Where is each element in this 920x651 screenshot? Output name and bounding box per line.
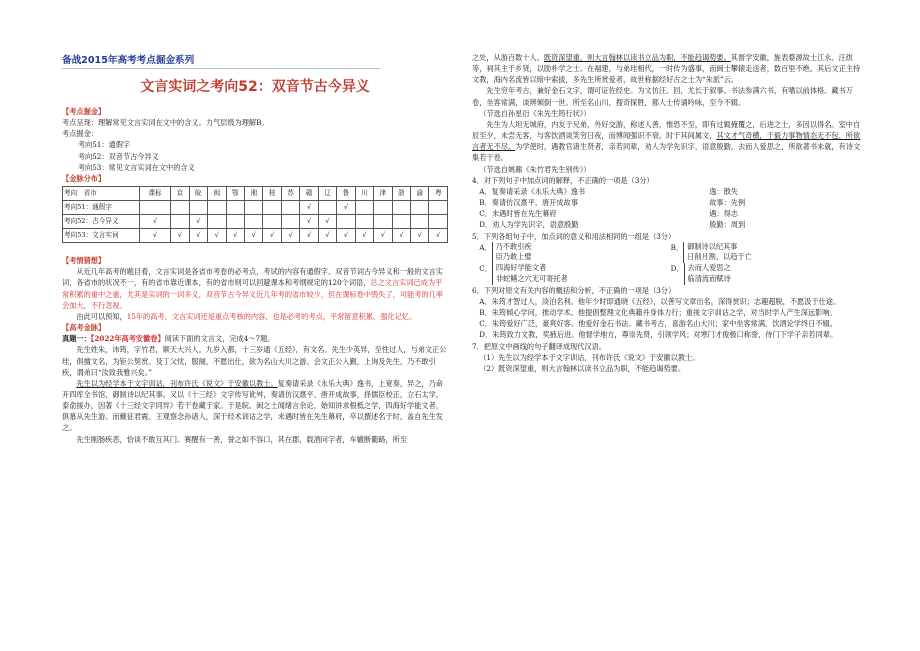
option-sentence: 臣乃敢上璧 bbox=[495, 252, 532, 262]
table-cell bbox=[337, 215, 355, 229]
table-cell bbox=[281, 215, 299, 229]
underlined-sentence-2: 既资深望重，则大言翰林以读书立品为职，不能趋谒势要。 bbox=[543, 53, 731, 62]
option-pair bbox=[479, 263, 670, 285]
question-6-options bbox=[472, 296, 862, 341]
kaoxiang-item-53: 考向53：常见文言实词在文中的含义 bbox=[77, 162, 195, 172]
table-cell: √ bbox=[318, 215, 336, 229]
table-cell: 京 bbox=[171, 187, 189, 201]
table-cell bbox=[355, 201, 373, 215]
table-cell: 赣 bbox=[300, 187, 318, 201]
underlined-sentence-3: 其文才气奇横，于毅力事物情态无不包，所欲言者无不尽。 bbox=[472, 131, 861, 152]
option-row bbox=[479, 197, 862, 208]
question-4-options bbox=[472, 186, 862, 231]
option-sentence: 去而人爱思之 bbox=[687, 263, 731, 273]
option-letter: B． bbox=[670, 242, 684, 252]
table-cell bbox=[244, 201, 262, 215]
table-cell: 闽 bbox=[208, 187, 226, 201]
distribution-table bbox=[62, 186, 448, 243]
option-gloss: 殷勤：周到 bbox=[709, 220, 746, 230]
table-cell: 桂 bbox=[263, 187, 281, 201]
table-cell: √ bbox=[392, 229, 410, 243]
table-cell: √ bbox=[263, 229, 281, 243]
option-letter: D． bbox=[670, 264, 684, 274]
kaoqing-text: 从近几年高考的题目看，文言实词是各省市考卷的必考点，考试的内容有通假字、双音节词古今异义和一般的文言实词，各省市的状况不一，有的省市靠近课本，有的省市则可以回避课本和考纲规定的120个词语， bbox=[62, 267, 443, 288]
table-cell: 苏 bbox=[281, 187, 299, 201]
passage-paragraph-5 bbox=[472, 119, 862, 164]
table-cell bbox=[392, 215, 410, 229]
table-row bbox=[63, 229, 448, 243]
option-pair bbox=[671, 242, 862, 264]
option-item: C．朱筠爱好广泛，豪爽好客。他爱好金石书法、藏书考古，喜游名山大川；家中坐客常满，饮酒论学终日不辍。 bbox=[479, 319, 837, 329]
table-cell bbox=[263, 215, 281, 229]
table-cell bbox=[244, 215, 262, 229]
option-sentences bbox=[683, 242, 752, 264]
exam-label: 真题一： bbox=[62, 334, 91, 344]
translation-item: （1）先生以为经学本于文字训诂，刊布许氏《说文》于安徽以教士。 bbox=[479, 352, 700, 362]
question-6: 6．下列对原文有关内容的概括和分析，不正确的一项是（3分） bbox=[472, 285, 676, 295]
kaoqing-text: 由此可以预知， bbox=[76, 311, 127, 321]
table-cell: √ bbox=[244, 229, 262, 243]
table-cell bbox=[411, 201, 429, 215]
table-cell: 考向 省市 bbox=[63, 187, 140, 201]
table-cell: √ bbox=[411, 229, 429, 243]
table-cell bbox=[429, 215, 448, 229]
passage-text: 为学使时，遇教官诸生贤者，亲若同辈，劝人为学先识字，语意殷勤，去而人爱思之，所欲著书未就，有诗文集若干卷。 bbox=[472, 142, 861, 163]
source-note-1: （节选自孙星衍《朱先生筠行状》） bbox=[479, 108, 591, 118]
option-row bbox=[479, 208, 862, 219]
option-sentence: 临清流而赋诗 bbox=[687, 274, 731, 284]
question-5-options bbox=[472, 242, 862, 285]
page-title: 文言实词之考向52：双音节古今异义 bbox=[140, 79, 370, 95]
table-cell bbox=[140, 201, 171, 215]
option-sentence: C．未遇时皆在先生幕府 bbox=[479, 209, 557, 219]
option-row bbox=[479, 219, 862, 230]
table-cell: √ bbox=[281, 229, 299, 243]
table-cell: √ bbox=[300, 229, 318, 243]
table-cell bbox=[208, 201, 226, 215]
table-cell: √ bbox=[171, 229, 189, 243]
kaoqing-highlight: 总之文言实词已成为平常积累的重中之重，尤其是实词的一词多义，双音节古今异义近几年考的省市较少，但在课标卷中毁失了，可能考的几率会加大，不行忽视。 bbox=[62, 278, 443, 310]
table-cell bbox=[374, 201, 392, 215]
table-cell bbox=[318, 201, 336, 215]
passage-continued bbox=[472, 52, 862, 85]
table-row bbox=[63, 201, 448, 215]
table-cell bbox=[355, 215, 373, 229]
table-cell: √ bbox=[337, 201, 355, 215]
table-cell: √ bbox=[140, 229, 171, 243]
table-cell bbox=[374, 215, 392, 229]
table-cell: 浙 bbox=[392, 187, 410, 201]
table-cell bbox=[208, 215, 226, 229]
option-pair bbox=[671, 263, 862, 285]
table-cell bbox=[263, 201, 281, 215]
translation-item: （2）既资深望重，则大言翰林以读书立品为职，不能趋谒势要。 bbox=[479, 363, 686, 373]
option-gloss: 遇：得志 bbox=[709, 209, 738, 219]
table-cell: 鄂 bbox=[226, 187, 244, 201]
table-cell: 渝 bbox=[411, 187, 429, 201]
passage-text: 之处，从游百数十人。 bbox=[472, 53, 544, 62]
option-sentences bbox=[684, 263, 731, 285]
table-cell bbox=[171, 201, 189, 215]
option-letter: C． bbox=[479, 264, 492, 274]
option-sentences bbox=[492, 263, 568, 285]
option-pair bbox=[479, 242, 670, 264]
table-cell: √ bbox=[300, 201, 318, 215]
section-title-jinmai: 【金脉分布】 bbox=[62, 173, 106, 183]
table-cell bbox=[226, 215, 244, 229]
option-sentence: B．奏请仿汉熹平、唐开成故事 bbox=[479, 198, 578, 208]
section-title-kaoqing: 【考情猜想】 bbox=[62, 256, 106, 266]
table-cell bbox=[392, 201, 410, 215]
right-column bbox=[472, 52, 862, 374]
kaoqing-paragraph-2 bbox=[62, 311, 448, 322]
option-item: D．朱筠致力文教，奖掖后进。他督学地方，尊崇先贤，引领学风；对寒门才俊极口称誉，待门下学子亲若同辈。 bbox=[479, 330, 838, 340]
table-cell bbox=[411, 215, 429, 229]
table-cell bbox=[226, 201, 244, 215]
question-7-items bbox=[472, 352, 862, 374]
table-cell bbox=[429, 201, 448, 215]
exam-intro bbox=[62, 333, 448, 344]
left-column bbox=[62, 106, 448, 445]
option-item: B．朱筠倾心学问，推动学术。他提倡整理文化典籍并身体力行；重视文字训诂之学，对当时学人产生深远影响。 bbox=[479, 308, 837, 318]
kaoqing-paragraph-1 bbox=[62, 266, 448, 311]
option-sentence: 非蛇鳝之穴无可寄托者 bbox=[495, 274, 568, 284]
table-cell: 湘 bbox=[244, 187, 262, 201]
table-cell: √ bbox=[429, 229, 448, 243]
table-cell: 考向53：文言实词 bbox=[63, 229, 140, 243]
table-cell: 川 bbox=[355, 187, 373, 201]
table-cell: 鲁 bbox=[337, 187, 355, 201]
option-sentence: 日削月割，以趋于亡 bbox=[687, 252, 752, 262]
table-cell bbox=[189, 201, 207, 215]
kaodian-line2: 考点掘金： bbox=[62, 129, 98, 139]
passage-paragraph-4: 先生穷年考古，兼好金石文字，谓可证佐经史。为文仿汪、回，尤长于叙事。书法参满六书，有嗜以前体格。藏书万卷，坐客常满，谈辨倾倒一世。所至名山川，搜奇探胜，都人士传诵吟咏，至今不辍。 bbox=[472, 86, 853, 107]
table-cell: 考向52：古今异义 bbox=[63, 215, 140, 229]
option-item: A．朱筠才智过人，淡泊名利。他年少时即通晓《五经》，以善写文章出名，深得赏识；志趣超脱，不愿汲于仕途。 bbox=[479, 297, 841, 306]
kaoxiang-item-52: 考向52：双音节古今异义 bbox=[77, 151, 159, 161]
table-cell: 辽 bbox=[318, 187, 336, 201]
table-cell: √ bbox=[318, 229, 336, 243]
table-cell: 课标 bbox=[140, 187, 171, 201]
table-cell bbox=[281, 201, 299, 215]
source-note-2: （节选自姚鼐《朱竹君先生别传》） bbox=[479, 164, 591, 174]
passage-paragraph-3: 先生刚肠疾恶，恰谈不敢互其门。赛醒有一善，誉之如不容口，其在郡，载酒问字者，车辙断衢路，所至 bbox=[76, 434, 408, 444]
table-cell: 粤 bbox=[429, 187, 448, 201]
question-4: 4．对下列句子中加点词的解释，不正确的一项是（3分） bbox=[472, 175, 654, 185]
option-sentence: D．劝人为学先识字，语意殷勤 bbox=[479, 220, 579, 230]
exam-instruction: 阅读下面的文言文，完成4～7题。 bbox=[164, 334, 275, 344]
passage-paragraph-1: 先生姓朱，讳筠，字竹君，顺天大兴人。九岁入都，十三岁通《五经》，有文名。先生少英异，至性过人，与弟文正公珪，俱擅文名，为钜公契赏。及丁父忧，服阕，不愿出仕，欲为名山大川之游。会文正公入觐，上询及先生，乃不敢引疾，谓弟曰“汝致我雅兴矣。” bbox=[62, 345, 447, 377]
question-5: 5．下列各组句子中，加点词的意义和用法相同的一组是（3分） bbox=[472, 231, 676, 241]
option-sentences bbox=[492, 242, 532, 264]
table-cell: √ bbox=[355, 229, 373, 243]
kaoqing-highlight: 15年的高考，文言实词还是重点考核的内容，也是必考的考点，平常留意积累，强化记忆。 bbox=[126, 311, 417, 321]
table-cell: √ bbox=[226, 229, 244, 243]
option-sentence: 乃不敢引疾 bbox=[495, 241, 532, 251]
table-cell: √ bbox=[189, 215, 207, 229]
table-cell: √ bbox=[208, 229, 226, 243]
passage-text: 其督学安徽，旌表婺源故士江永、汪绂等，祠其主于乡贤，以励朴学之士。在福建，与弟珪相代，一时传为盛事，而闽士攀辕走送者，数百里不绝。其后文正主持文教，海内名流皆以暗中索拔，多先生所赏爱者，故世称据经好古之士为“朱派”云。 bbox=[472, 53, 861, 85]
section-title-gaokao: 【高考金脉】 bbox=[62, 323, 106, 333]
underlined-sentence-1: 先生以为经学本于文字训诂，刊布许氏《说文》于安徽以教士。 bbox=[76, 378, 278, 388]
table-cell bbox=[171, 215, 189, 229]
table-cell: √ bbox=[189, 229, 207, 243]
table-cell: √ bbox=[300, 215, 318, 229]
section-title-kaodian: 【考点掘金】 bbox=[62, 107, 106, 116]
table-cell: √ bbox=[140, 215, 171, 229]
option-sentence: A．复奏请采录《永乐大典》逸书 bbox=[479, 186, 586, 196]
passage-paragraph-2 bbox=[62, 378, 448, 434]
series-rule bbox=[62, 68, 380, 69]
option-sentence: 四海好学能文者 bbox=[495, 263, 547, 273]
kaodian-line1: 考点呈现：理解常见文言实词在文中的含义。力气层级为理解B。 bbox=[62, 118, 269, 128]
question-7: 7．把原文中画线的句子翻译成现代汉语。 bbox=[472, 341, 606, 351]
table-cell: √ bbox=[337, 229, 355, 243]
table-cell: √ bbox=[374, 229, 392, 243]
table-cell: 皖 bbox=[189, 187, 207, 201]
option-gloss: 故事：先例 bbox=[709, 198, 746, 208]
table-row bbox=[63, 215, 448, 229]
option-sentence: 御制诗以纪其事 bbox=[687, 241, 738, 251]
table-cell: 津 bbox=[374, 187, 392, 201]
option-gloss: 逸：散失 bbox=[709, 186, 738, 196]
passage-text: 先生为人坦无城府，内友于兄弟，外好交游，称述人善，惟恐不至，即有过辄掩覆之，后进之士，多因以得名。室中自辰至夕，未尝无客，与客饮酒谈笑穷日夜，而博闻强识不衰。时于其间属文， bbox=[472, 119, 861, 141]
option-row bbox=[479, 186, 862, 197]
option-letter: A． bbox=[479, 242, 492, 252]
table-cell: 考向51：通假字 bbox=[63, 201, 140, 215]
series-header: 备战2015年高考考点掘金系列 bbox=[62, 55, 195, 66]
kaoxiang-item-51: 考向51：通假字 bbox=[77, 140, 131, 150]
exam-source: 【2022年高考安徽卷】 bbox=[90, 334, 165, 344]
table-header-row bbox=[63, 187, 448, 201]
passage-text: 复奏请采录《永乐大典》逸书，上宽奏，异之，乃命开四库全书馆，御制诗以纪其事。又以《十三经》文字传写讹舛，奏请仿汉熹平、唐开成故事，择儒臣校正，立石太学，泰俞援办，因著《十三经文字同异》若干卷藏于家。于是皖、闽之士闻绪言余论，始知讲求根柢之学，四海好学能文者，俱慕从先生游。而戴征君震、王观察念孙诸人，深于经术训诂之学，未遇时皆在先生幕府，卒以撰述名于时，盖自先生发之。 bbox=[62, 378, 443, 433]
